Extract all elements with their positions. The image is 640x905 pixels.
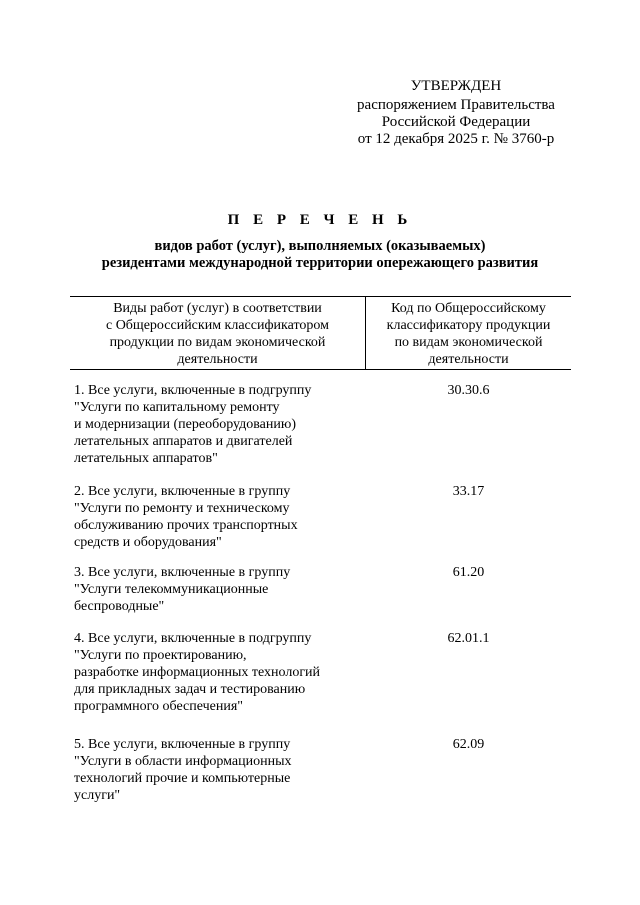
approval-heading: УТВЕРЖДЕН [410, 78, 502, 94]
row-code: 33.17 [452, 484, 485, 499]
header-col2-line: по видам экономической [394, 335, 543, 350]
row-description [70, 736, 366, 804]
table-row [70, 382, 571, 467]
table-row [70, 736, 571, 804]
row-code: 61.20 [452, 565, 485, 580]
row-description-line: "Услуги в области информационных [74, 754, 292, 769]
row-description-line: программного обеспечения" [74, 699, 244, 714]
row-description-line: 5. Все услуги, включенные в группу [74, 737, 291, 752]
header-col2-line: деятельности [428, 352, 509, 367]
header-col2-line: классификатору продукции [386, 318, 551, 333]
row-description [70, 483, 366, 551]
approval-stamp-block [340, 78, 572, 148]
approval-line-2: Российской Федерации [381, 114, 531, 130]
row-description-line: средств и оборудования" [74, 535, 222, 550]
row-description [70, 630, 366, 715]
row-description-line: летательных аппаратов" [74, 451, 218, 466]
approval-line-3: от 12 декабря 2025 г. № 3760-р [357, 131, 555, 147]
document-subtitle [60, 238, 580, 272]
table-row [70, 630, 571, 715]
row-description-line: "Услуги по капитальному ремонту [74, 400, 280, 415]
services-table [70, 296, 571, 803]
table-row [70, 483, 571, 551]
row-description-line: для прикладных задач и тестированию [74, 682, 306, 697]
header-col1-line: с Общероссийским классификатором [105, 318, 330, 333]
header-col1-line: деятельности [177, 352, 258, 367]
row-description-line: 4. Все услуги, включенные в подгруппу [74, 631, 312, 646]
row-description-line: "Услуги по ремонту и техническому [74, 501, 290, 516]
row-description-line: летательных аппаратов и двигателей [74, 434, 293, 449]
row-description-line: разработке информационных технологий [74, 665, 321, 680]
approval-line-1: распоряжением Правительства [357, 97, 555, 113]
header-col1-line: продукции по видам экономической [109, 335, 326, 350]
row-description-line: "Услуги телекоммуникационные [74, 582, 269, 597]
row-description [70, 564, 366, 615]
row-description-line: обслуживанию прочих транспортных [74, 518, 298, 533]
table-header [70, 296, 571, 370]
row-code: 62.09 [452, 737, 485, 752]
row-description-line: "Услуги по проектированию, [74, 648, 247, 663]
header-col1-line: Виды работ (услуг) в соответствии [113, 301, 322, 316]
row-description-line: и модернизации (переоборудованию) [74, 417, 296, 432]
header-column-code [366, 297, 571, 369]
row-description-line: 2. Все услуги, включенные в группу [74, 484, 291, 499]
document-subtitle-line-1: видов работ (услуг), выполняемых (оказываемых) [154, 238, 486, 254]
header-col2-line: Код по Общероссийскому [391, 301, 546, 316]
row-code: 30.30.6 [447, 383, 490, 398]
row-description-line: 3. Все услуги, включенные в группу [74, 565, 291, 580]
row-description-line: 1. Все услуги, включенные в подгруппу [74, 383, 312, 398]
document-subtitle-line-2: резидентами международной территории опережающего развития [101, 255, 539, 271]
row-description [70, 382, 366, 467]
table-row [70, 564, 571, 615]
header-column-services [70, 297, 366, 369]
row-code: 62.01.1 [447, 631, 490, 646]
document-title: П Е Р Е Ч Е Н Ь [227, 212, 413, 228]
row-description-line: беспроводные" [74, 599, 165, 614]
row-description-line: услуги" [74, 788, 121, 803]
row-description-line: технологий прочие и компьютерные [74, 771, 291, 786]
